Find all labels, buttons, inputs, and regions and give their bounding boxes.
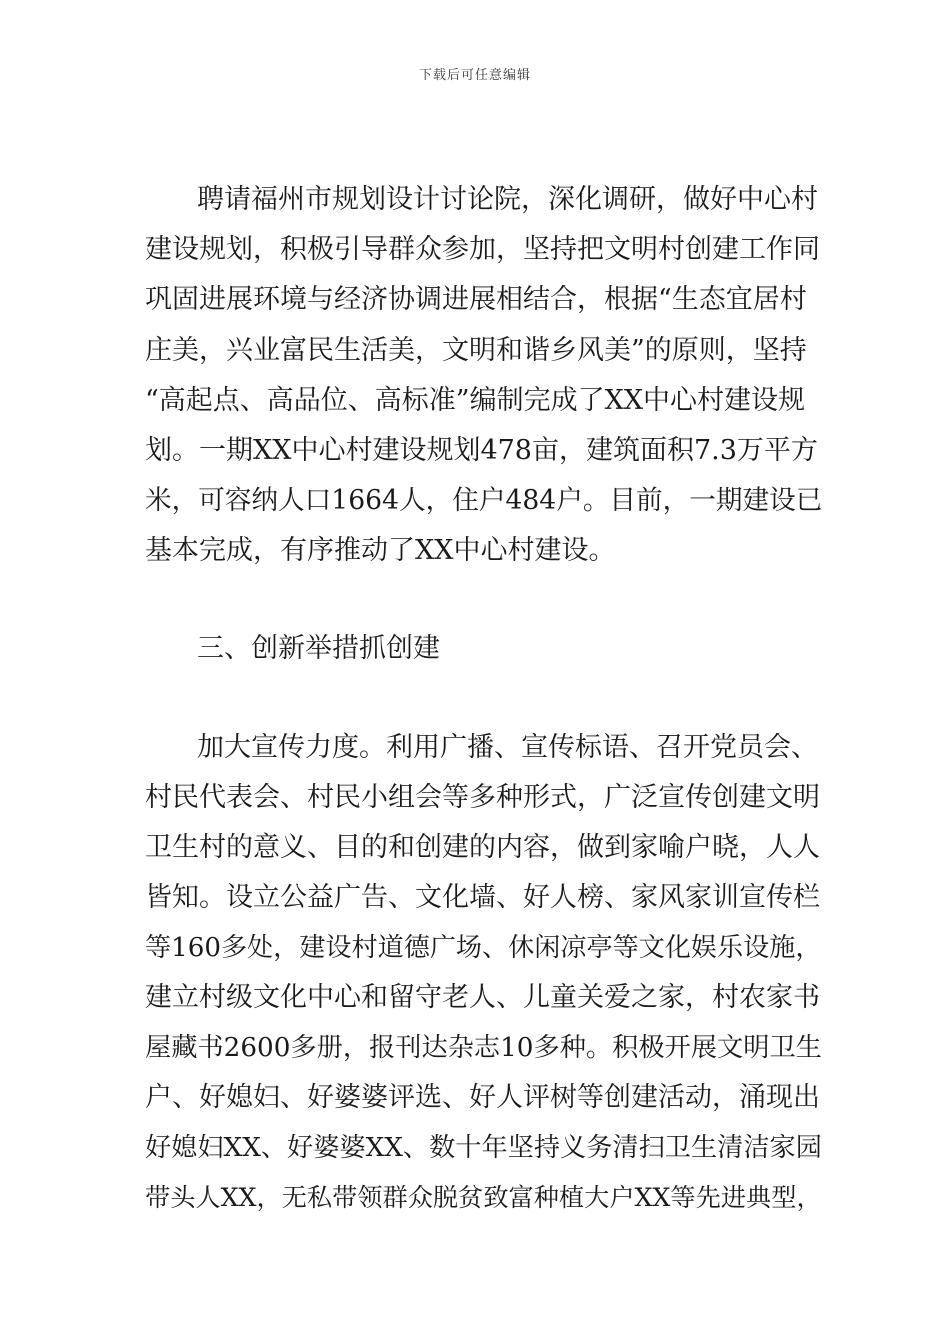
paragraph-line: 巩固进展环境与经济协调进展相结合，根据“生态宜居村	[145, 284, 807, 315]
paragraph-line: 米，可容纳人口1664人，住户484户。目前，一期建设已	[145, 485, 823, 516]
paragraph-line: “高起点、高品位、高标准”编制完成了XX中心村建设规	[145, 385, 806, 416]
paragraph-line: 皆知。设立公益广告、文化墙、好人榜、家风家训宣传栏	[145, 882, 820, 913]
header-note: 下载后可任意编辑	[418, 68, 531, 83]
paragraph-line: 带头人XX，无私带领群众脱贫致富种植大户XX等先进典型，	[145, 1183, 822, 1212]
paragraph-line: 卫生村的意义、目的和创建的内容，做到家喻户晓，人人	[145, 832, 820, 863]
paragraph-line: 庄美，兴业富民生活美，文明和谐乡风美”的原则，坚持	[145, 335, 807, 366]
paragraph-line: 建设规划，积极引导群众参加，坚持把文明村创建工作同	[145, 234, 820, 265]
paragraph-line: 好媳妇XX、好婆婆XX、数十年坚持义务清扫卫生清洁家园	[145, 1133, 822, 1163]
paragraph-line: 加大宣传力度。利用广播、宣传标语、召开党员会、	[197, 732, 818, 763]
paragraph-line: 等160多处，建设村道德广场、休闲凉亭等文化娱乐设施，	[145, 933, 822, 963]
paragraph-line: 建立村级文化中心和留守老人、儿童关爱之家，村农家书	[145, 982, 820, 1013]
paragraph-line: 屋藏书2600多册，报刊达杂志10多种。积极开展文明卫生	[145, 1033, 822, 1063]
paragraph-line: 划。一期XX中心村建设规划478亩，建筑面积7.3万平方	[145, 435, 818, 466]
paragraph-line: 基本完成，有序推动了XX中心村建设。	[145, 535, 616, 566]
paragraph-line: 聘请福州市规划设计讨论院，深化调研，做好中心村	[197, 184, 818, 215]
paragraph-line: 村民代表会、村民小组会等多种形式，广泛宣传创建文明	[145, 782, 820, 813]
section-heading: 三、创新举措抓创建	[197, 633, 440, 664]
paragraph-line: 户、好媳妇、好婆婆评选、好人评树等创建活动，涌现出	[145, 1082, 820, 1113]
